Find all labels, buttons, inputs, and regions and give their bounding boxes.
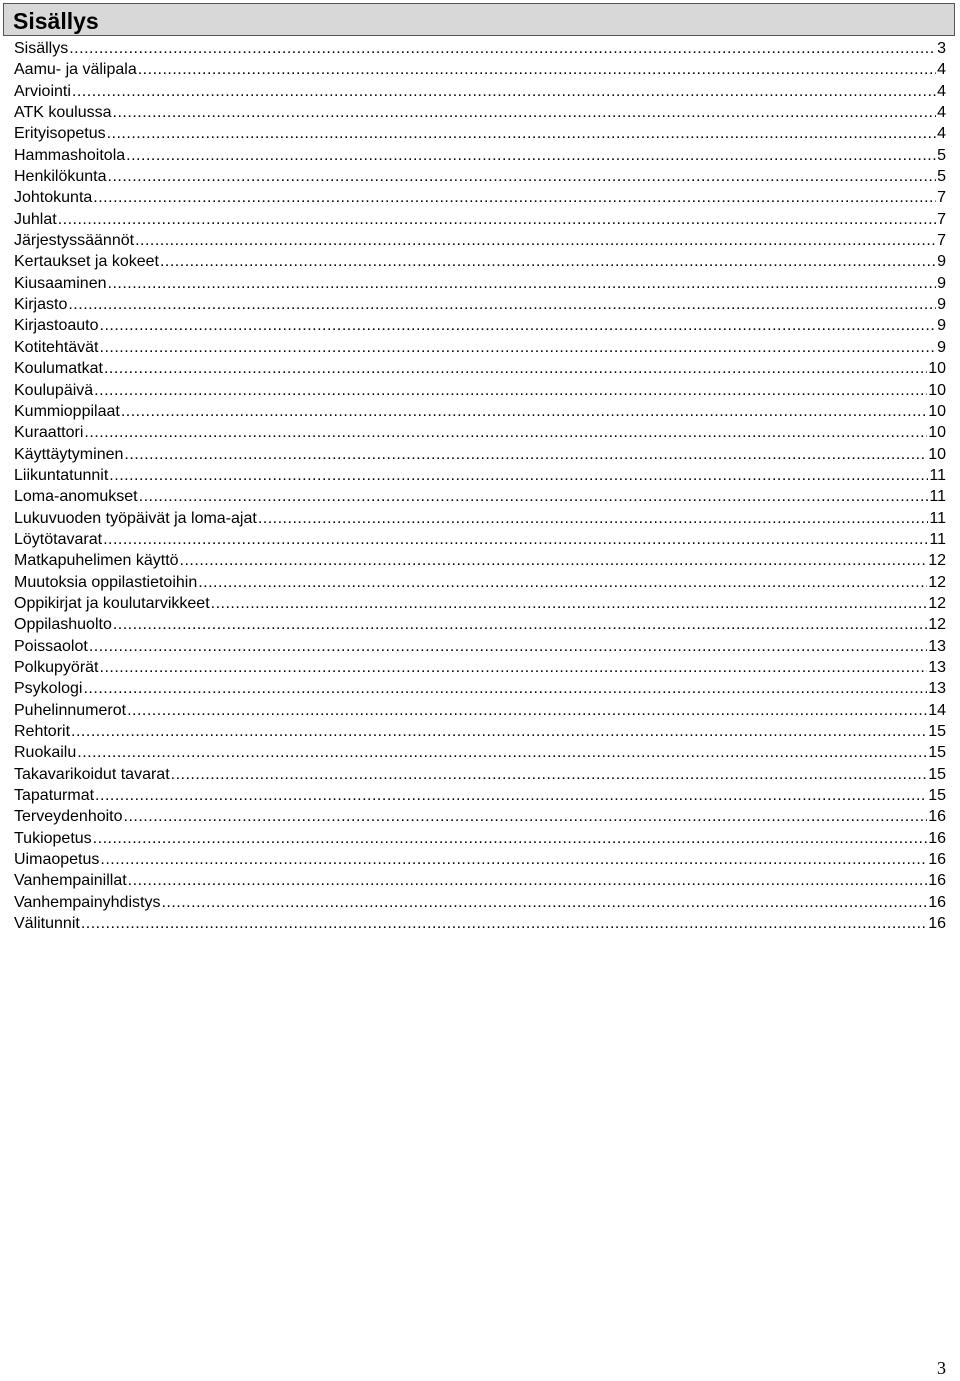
toc-entry[interactable] [14, 209, 946, 230]
toc-entry[interactable] [14, 187, 946, 208]
toc-dot-leader [68, 294, 936, 315]
toc-entry-page: 13 [928, 637, 946, 655]
toc-entry[interactable] [14, 38, 946, 59]
toc-dot-leader [258, 508, 929, 529]
toc-entry-page: 5 [937, 146, 946, 164]
toc-entry-title: Uimaopetus [14, 851, 100, 869]
toc-entry-page: 10 [928, 381, 946, 399]
toc-dot-leader [104, 358, 927, 379]
toc-entry-title: Polkupyörät [14, 658, 99, 676]
toc-entry[interactable] [14, 742, 946, 763]
toc-dot-leader [171, 764, 928, 785]
toc-entry-page: 10 [928, 360, 946, 378]
toc-entry-title: Juhlat [14, 210, 57, 228]
toc-entry[interactable] [14, 508, 946, 529]
toc-entry-page: 4 [937, 104, 946, 122]
page-number: 3 [937, 1358, 946, 1378]
toc-entry-page: 16 [928, 915, 946, 933]
toc-dot-leader [72, 81, 936, 102]
toc-entry-page: 16 [928, 893, 946, 911]
toc-entry-title: Kuraattori [14, 424, 84, 442]
toc-entry-title: Hammashoitola [14, 146, 126, 164]
toc-dot-leader [126, 145, 936, 166]
toc-entry-page: 16 [928, 872, 946, 890]
toc-entry[interactable] [14, 849, 946, 870]
toc-entry-title: Sisällys [14, 40, 69, 57]
toc-entry[interactable] [14, 913, 946, 934]
toc-entry-title: Erityisopetus [14, 125, 106, 143]
toc-entry-page: 16 [928, 808, 946, 826]
toc-entry[interactable] [14, 785, 946, 806]
toc-entry[interactable] [14, 273, 946, 294]
toc-dot-leader [77, 742, 927, 763]
toc-entry[interactable] [14, 81, 946, 102]
toc-heading: Sisällys [13, 8, 99, 34]
toc-entry-title: Lukuvuoden työpäivät ja loma-ajat [14, 509, 257, 527]
toc-entry-page: 7 [937, 189, 946, 207]
toc-entry[interactable] [14, 294, 946, 315]
toc-heading-box [3, 3, 955, 36]
toc-entry[interactable] [14, 145, 946, 166]
toc-entry-title: Kummioppilaat [14, 402, 120, 420]
toc-dot-leader [93, 187, 936, 208]
toc-dot-leader [95, 785, 927, 806]
toc-entry-page: 15 [928, 723, 946, 740]
toc-entry-page: 7 [937, 232, 946, 250]
toc-entry[interactable] [14, 572, 946, 593]
toc-entry-title: Matkapuhelimen käyttö [14, 552, 179, 570]
toc-entry[interactable] [14, 315, 946, 336]
toc-entry-title: Terveydenhoito [14, 808, 123, 826]
toc-entry-title: Käyttäytyminen [14, 445, 124, 463]
toc-entry[interactable] [14, 721, 946, 742]
toc-entry-page: 10 [928, 445, 946, 463]
toc-entry-page: 9 [937, 338, 946, 356]
toc-dot-leader [138, 59, 936, 80]
toc-entry[interactable] [14, 678, 946, 699]
toc-dot-leader [100, 849, 927, 870]
toc-entry-title: Poissaolot [14, 637, 88, 655]
toc-entry-title: Henkilökunta [14, 168, 107, 186]
toc-entry-page: 12 [928, 552, 946, 570]
toc-entry-title: Koulupäivä [14, 381, 94, 399]
toc-entry-title: ATK koulussa [14, 104, 112, 122]
toc-entry[interactable] [14, 614, 946, 635]
toc-entry-page: 3 [937, 40, 946, 57]
toc-entry-page: 9 [937, 274, 946, 292]
toc-dot-leader [107, 123, 937, 144]
toc-dot-leader [128, 870, 928, 891]
toc-entry[interactable] [14, 636, 946, 657]
toc-entry-title: Kertaukset ja kokeet [14, 253, 159, 271]
toc-dot-leader [127, 700, 927, 721]
toc-dot-leader [100, 337, 937, 358]
toc-entry-page: 4 [937, 82, 946, 100]
toc-entry[interactable] [14, 59, 946, 80]
toc-entry-page: 5 [937, 168, 946, 186]
toc-entry[interactable] [14, 401, 946, 422]
toc-dot-leader [103, 529, 928, 550]
toc-entry[interactable] [14, 230, 946, 251]
toc-entry-title: Johtokunta [14, 189, 93, 207]
toc-entry-page: 13 [928, 658, 946, 676]
toc-dot-leader [139, 486, 929, 507]
toc-entry-page: 4 [937, 125, 946, 143]
toc-dot-leader [124, 806, 928, 827]
toc-entry-title: Järjestyssäännöt [14, 232, 135, 250]
toc-dot-leader [198, 572, 927, 593]
toc-entry[interactable] [14, 358, 946, 379]
toc-entry-page: 16 [928, 851, 946, 869]
toc-entry[interactable] [14, 870, 946, 891]
toc-dot-leader [71, 721, 927, 742]
toc-entry-page: 11 [929, 466, 946, 484]
toc-entry-title: Rehtorit [14, 723, 71, 740]
toc-entry[interactable] [14, 593, 946, 614]
toc-entry-title: Psykologi [14, 680, 83, 698]
toc-entry-page: 14 [928, 701, 946, 719]
toc-entry-page: 11 [929, 509, 946, 527]
toc-entry[interactable] [14, 422, 946, 443]
toc-dot-leader [69, 38, 936, 59]
toc-entry-page: 4 [937, 61, 946, 79]
toc-entry-title: Tapaturmat [14, 787, 95, 805]
toc-dot-leader [83, 678, 927, 699]
toc-dot-leader [100, 315, 937, 336]
toc-entry-title: Muutoksia oppilastietoihin [14, 573, 198, 591]
toc-entry[interactable] [14, 123, 946, 144]
toc-entry[interactable] [14, 465, 946, 486]
toc-entry-title: Kirjasto [14, 296, 68, 314]
toc-entry-page: 9 [937, 296, 946, 314]
toc-entry[interactable] [14, 251, 946, 272]
toc-entry-page: 13 [928, 680, 946, 698]
table-of-contents [14, 38, 946, 934]
toc-entry-title: Löytötavarat [14, 530, 103, 548]
toc-entry-page: 15 [928, 744, 946, 762]
toc-dot-leader [180, 550, 928, 571]
toc-entry-title: Liikuntatunnit [14, 466, 109, 484]
toc-entry[interactable] [14, 806, 946, 827]
toc-dot-leader [89, 636, 927, 657]
toc-entry-title: Arviointi [14, 82, 71, 100]
toc-entry[interactable] [14, 102, 946, 123]
toc-entry-page: 12 [928, 594, 946, 612]
toc-dot-leader [113, 614, 927, 635]
toc-entry[interactable] [14, 444, 946, 465]
toc-entry[interactable] [14, 337, 946, 358]
toc-entry[interactable] [14, 380, 946, 401]
toc-entry-title: Loma-anomukset [14, 488, 138, 506]
toc-entry-title: Kiusaaminen [14, 274, 107, 292]
toc-entry-title: Välitunnit [14, 915, 80, 933]
toc-entry-title: Kotitehtävät [14, 338, 99, 356]
toc-entry-page: 10 [928, 424, 946, 442]
toc-dot-leader [93, 828, 928, 849]
toc-dot-leader [94, 380, 927, 401]
toc-entry-page: 11 [929, 488, 946, 506]
toc-entry-title: Oppikirjat ja koulutarvikkeet [14, 594, 210, 612]
toc-entry-page: 16 [928, 829, 946, 847]
toc-dot-leader [84, 422, 927, 443]
toc-entry-page: 7 [937, 210, 946, 228]
toc-dot-leader [113, 102, 937, 123]
toc-entry-page: 15 [928, 787, 946, 805]
toc-entry[interactable] [14, 529, 946, 550]
toc-entry[interactable] [14, 166, 946, 187]
toc-entry-page: 12 [928, 573, 946, 591]
toc-entry[interactable] [14, 486, 946, 507]
toc-entry-title: Koulumatkat [14, 360, 103, 378]
toc-entry[interactable] [14, 700, 946, 721]
toc-entry-title: Vanhempainyhdistys [14, 893, 161, 911]
toc-dot-leader [108, 166, 937, 187]
toc-dot-leader [108, 273, 937, 294]
toc-entry[interactable] [14, 657, 946, 678]
toc-entry-page: 15 [928, 765, 946, 783]
toc-entry-title: Vanhempainillat [14, 872, 127, 890]
toc-dot-leader [124, 444, 927, 465]
toc-dot-leader [211, 593, 928, 614]
toc-entry-page: 12 [928, 616, 946, 634]
toc-entry-title: Oppilashuolto [14, 616, 112, 634]
toc-dot-leader [58, 209, 936, 230]
toc-entry-title: Kirjastoauto [14, 317, 99, 335]
toc-dot-leader [121, 401, 927, 422]
toc-dot-leader [109, 465, 928, 486]
toc-entry-title: Tukiopetus [14, 829, 92, 847]
toc-entry-page: 9 [937, 253, 946, 271]
toc-entry[interactable] [14, 764, 946, 785]
toc-entry-title: Takavarikoidut tavarat [14, 765, 170, 783]
toc-dot-leader [135, 230, 936, 251]
toc-entry-page: 9 [937, 317, 946, 335]
toc-dot-leader [161, 892, 927, 913]
toc-entry[interactable] [14, 892, 946, 913]
toc-entry-page: 10 [928, 402, 946, 420]
toc-entry-title: Aamu- ja välipala [14, 61, 137, 79]
toc-entry[interactable] [14, 828, 946, 849]
toc-dot-leader [100, 657, 928, 678]
toc-entry-title: Ruokailu [14, 744, 77, 762]
toc-entry[interactable] [14, 550, 946, 571]
toc-dot-leader [160, 251, 936, 272]
toc-entry-page: 11 [929, 530, 946, 548]
toc-entry-title: Puhelinnumerot [14, 701, 127, 719]
toc-dot-leader [81, 913, 927, 934]
